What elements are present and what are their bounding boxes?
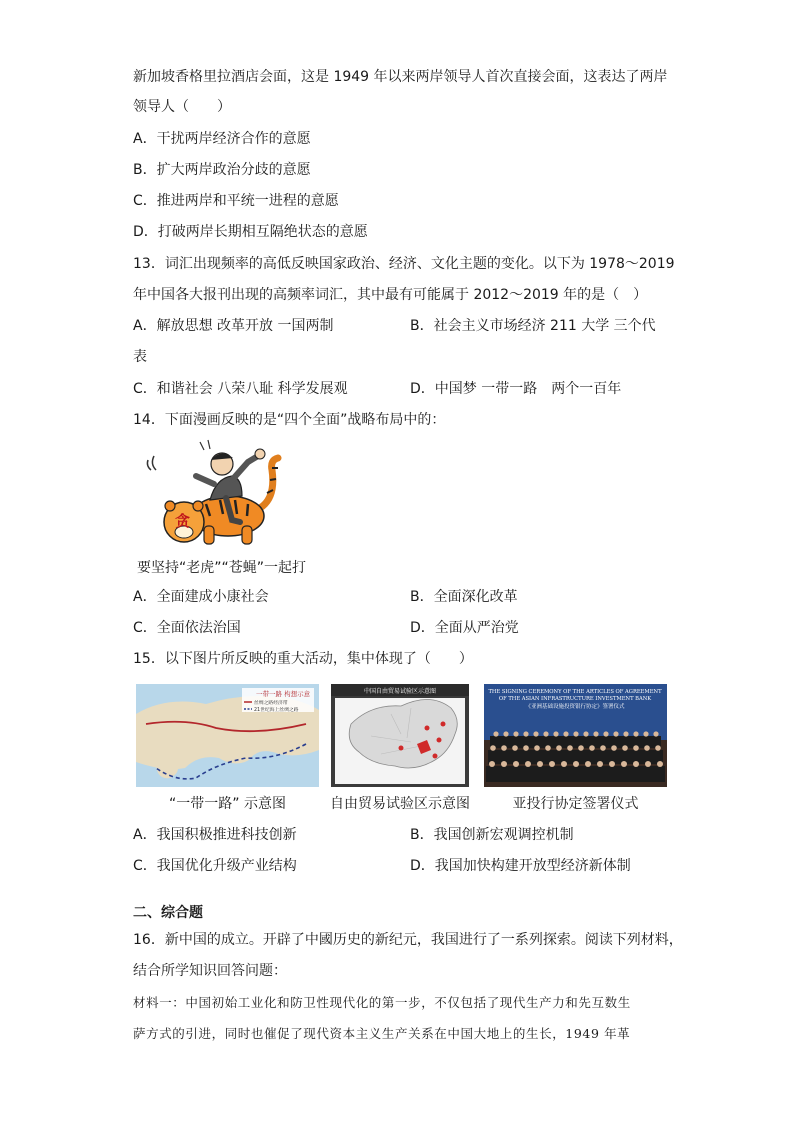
- q12-stem-line2: 领导人（ ）: [133, 99, 231, 115]
- q16-stem-line1: 16．新中国的成立。开辟了中國历史的新纪元，我国进行了一系列探索。阅读下列材料，: [133, 932, 683, 948]
- q14-option-c: C．全面依法治国: [133, 620, 241, 636]
- q12-option-a: A．干扰两岸经济合作的意愿: [133, 131, 311, 147]
- q12-option-d: D．打破两岸长期相互隔绝状态的意愿: [133, 224, 368, 240]
- q14-option-d: D．全面从严治党: [410, 620, 519, 636]
- q13-option-d: D．中国梦 一带一路 两个一百年: [410, 381, 622, 397]
- q13-option-b-continued: 表: [133, 349, 147, 365]
- q15-option-c: C．我国优化升级产业结构: [133, 858, 297, 874]
- q13-stem-line2: 年中国各大报刊出现的高频率词汇，其中最有可能属于 2012～2019 年的是（ ）: [133, 287, 648, 303]
- free-trade-zone-map: [331, 684, 469, 787]
- q16-material-line1: 材料一：中国初始工业化和防卫性现代化的第一步，不仅包括了现代生产力和先互数生: [133, 995, 631, 1010]
- map-legend-land: 丝绸之路经济带: [254, 701, 288, 706]
- map-legend-sea: 21世纪海上丝绸之路: [254, 708, 299, 713]
- aiib-banner-line3: 《亚洲基础设施投资银行协定》签署仪式: [525, 704, 625, 710]
- q14-option-b: B．全面深化改革: [410, 589, 518, 605]
- q12-stem-line1: 新加坡香格里拉酒店会面，这是 1949 年以来两岸领导人首次直接会面，这表达了两岸: [133, 69, 668, 85]
- q13-option-b: B．社会主义市场经济 211 大学 三个代: [410, 318, 656, 334]
- q15-stem: 15．以下图片所反映的重大活动，集中体现了（ ）: [133, 651, 473, 667]
- caption-aiib-signing: 亚投行协定签署仪式: [512, 796, 639, 812]
- q15-option-d: D．我国加快构建开放型经济新体制: [410, 858, 631, 874]
- q12-option-c: C．推进两岸和平统一进程的意愿: [133, 193, 339, 209]
- cartoon-image: [140, 438, 290, 550]
- q14-cartoon-caption: 要坚持“老虎”“苍蝇”一起打: [137, 560, 307, 576]
- aiib-banner-line1: THE SIGNING CEREMONY OF THE ARTICLES OF AGREEMENT: [488, 689, 662, 695]
- aiib-banner-line2: OF THE ASIAN INFRASTRUCTURE INVESTMENT BANK: [498, 696, 652, 702]
- fta-map-title: 中国自由贸易试验区示意图: [363, 688, 437, 695]
- q15-option-b: B．我国创新宏观调控机制: [410, 827, 574, 843]
- q14-stem: 14．下面漫画反映的是“四个全面”战略布局中的：: [133, 412, 446, 428]
- belt-and-road-map: [136, 684, 319, 787]
- q12-option-b: B．扩大两岸政治分歧的意愿: [133, 162, 311, 178]
- anti-corruption-cartoon: [140, 438, 290, 550]
- caption-free-trade-zone: 自由贸易试验区示意图: [330, 796, 470, 812]
- q13-option-c: C．和谐社会 八荣八耻 科学发展观: [133, 381, 348, 397]
- q16-material-line2: 萨方式的引进，同时也催促了现代资本主义生产关系在中国大地上的生长，1949 年革: [133, 1026, 631, 1041]
- caption-belt-and-road: “一带一路” 示意图: [169, 796, 286, 812]
- q15-option-a: A．我国积极推进科技创新: [133, 827, 297, 843]
- q13-stem-line1: 13．词汇出现频率的高低反映国家政治、经济、文化主题的变化。以下为 1978～2019: [133, 256, 675, 272]
- q16-stem-line2: 结合所学知识回答问题：: [133, 963, 287, 979]
- aiib-signing-ceremony-photo: [484, 684, 667, 787]
- q13-option-a: A．解放思想 改革开放 一国两制: [133, 318, 334, 334]
- cartoon-tiger-character: 贪: [175, 512, 191, 530]
- map-title: 一带一路 构想示意: [256, 690, 311, 698]
- section-title: 二、综合题: [133, 905, 203, 921]
- q14-option-a: A．全面建成小康社会: [133, 589, 269, 605]
